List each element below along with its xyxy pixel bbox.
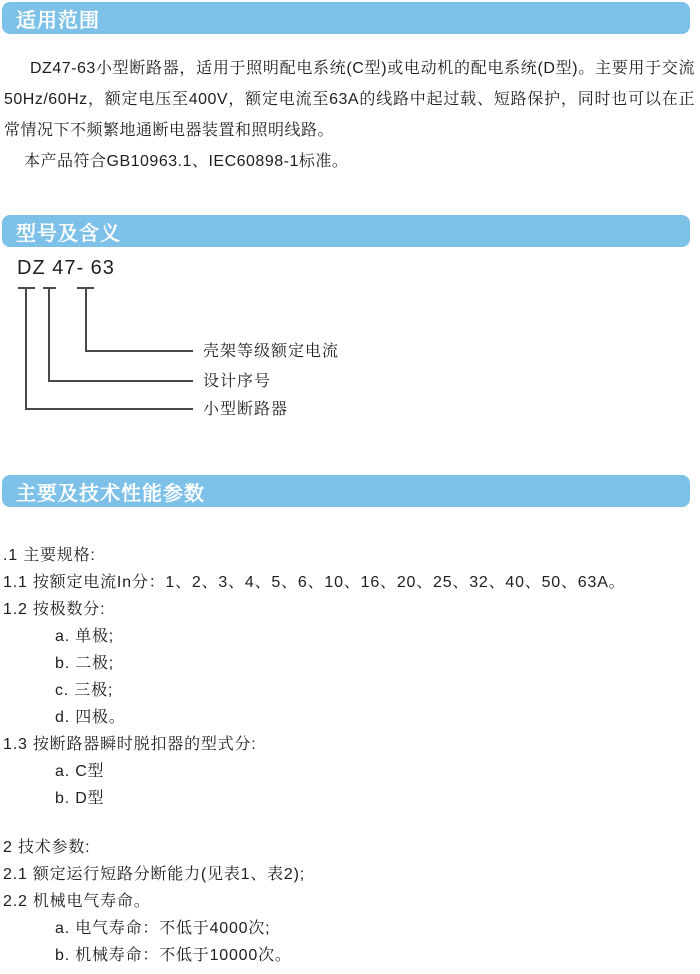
spec-line-electrical-life: a. 电气寿命：不低于4000次; bbox=[55, 920, 271, 937]
spec-line-pole-c: c. 三极; bbox=[55, 682, 114, 699]
spec-line-type-d: b. D型 bbox=[55, 790, 105, 807]
model-code: DZ 47- 63 bbox=[17, 257, 115, 279]
spec-line-type-c: a. C型 bbox=[55, 763, 105, 780]
section-title-specs: 主要及技术性能参数 bbox=[16, 482, 205, 505]
scope-paragraph: DZ47-63小型断路器，适用于照明配电系统(C型)或电动机的配电系统(D型)。主要用于交流50Hz/60Hz，额定电压至400V，额定电流至63A的线路中起过载、短路保护，同时也可以在正常情况下不频繁地通断电器装置和照明线路。 bbox=[4, 60, 695, 139]
spec-line-pole-a: a. 单极; bbox=[55, 628, 115, 645]
section-title-model: 型号及含义 bbox=[16, 222, 121, 245]
spec-line-pole-b: b. 二极; bbox=[55, 655, 115, 672]
spec-line-breaking-capacity: 2.1 额定运行短路分断能力(见表1、表2); bbox=[3, 866, 305, 883]
section-header-scope bbox=[2, 2, 690, 34]
model-code-diagram bbox=[0, 247, 700, 432]
model-label-mini-breaker: 小型断路器 bbox=[203, 401, 289, 418]
spec-line-tech-params: 2 技术参数: bbox=[3, 839, 91, 856]
spec-line-rated-current: 1.1 按额定电流In分：1、2、3、4、5、6、10、16、20、25、32、40、50、63A。 bbox=[3, 574, 626, 591]
spec-line-poles: 1.2 按极数分: bbox=[3, 601, 106, 618]
scope-standards-line: 本产品符合GB10963.1、IEC60898-1标准。 bbox=[24, 153, 349, 170]
scope-text-block bbox=[4, 53, 695, 177]
spec-line-life: 2.2 机械电气寿命。 bbox=[3, 893, 151, 910]
specs-list bbox=[3, 542, 696, 969]
section-header-model bbox=[2, 215, 690, 247]
spec-line-pole-d: d. 四极。 bbox=[55, 709, 126, 726]
section-title-scope: 适用范围 bbox=[16, 9, 100, 32]
model-label-design-number: 设计序号 bbox=[203, 373, 272, 390]
model-label-frame-current: 壳架等级额定电流 bbox=[203, 343, 340, 360]
spec-line-main-spec: .1 主要规格: bbox=[3, 547, 96, 564]
section-header-specs bbox=[2, 475, 690, 507]
connector-line-frame-current bbox=[85, 289, 193, 352]
spec-line-trip-type: 1.3 按断路器瞬时脱扣器的型式分: bbox=[3, 736, 257, 753]
spec-line-mechanical-life: b. 机械寿命：不低于10000次。 bbox=[55, 947, 292, 964]
